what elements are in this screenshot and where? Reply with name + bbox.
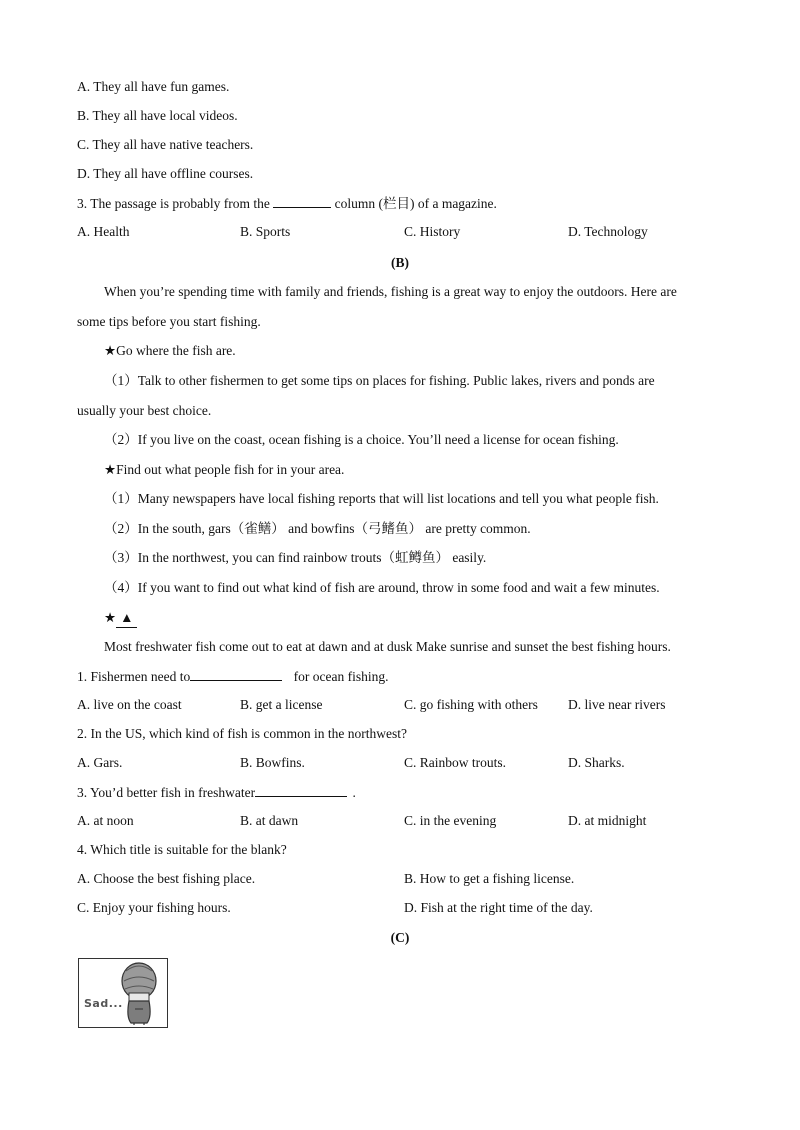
question-b3 <box>77 783 356 802</box>
blank-triangle: ▲ <box>116 609 137 628</box>
option-b2d: D. Sharks. <box>568 755 625 770</box>
option-b1a: A. live on the coast <box>77 697 182 712</box>
option-2a: A. They all have fun games. <box>77 79 230 94</box>
tip1-item1-line2: usually your best choice. <box>77 403 212 418</box>
section-c-heading: (C) <box>390 930 410 945</box>
answer-blank <box>255 783 347 797</box>
option-a3b: B. Sports <box>240 224 291 239</box>
tip1-item1-line1: （1）Talk to other fishermen to get some tips on places for fishing. Public lakes, rivers and ponds are <box>104 373 655 388</box>
question-a3-suffix: column (栏目) of a magazine. <box>334 196 497 211</box>
option-b3b: B. at dawn <box>240 813 299 828</box>
option-b2c: C. Rainbow trouts. <box>404 755 507 770</box>
section-b-heading: (B) <box>391 255 409 270</box>
tip3-title <box>104 609 137 628</box>
answer-blank <box>273 194 331 208</box>
option-b4a: A. Choose the best fishing place. <box>77 871 256 886</box>
option-b2a: A. Gars. <box>77 755 123 770</box>
question-b1-prefix: 1. Fishermen need to <box>77 669 191 684</box>
option-b4b: B. How to get a fishing license. <box>404 871 575 886</box>
option-b3a: A. at noon <box>77 813 134 828</box>
tip2-item2: （2）In the south, gars（雀鳝） and bowfins（弓鳍鱼） are pretty common. <box>104 521 531 536</box>
option-2c: C. They all have native teachers. <box>77 137 254 152</box>
option-a3c: C. History <box>404 224 461 239</box>
question-b3-suffix: . <box>352 785 356 800</box>
answer-blank <box>190 667 282 681</box>
option-b3c: C. in the evening <box>404 813 497 828</box>
question-b1-suffix: for ocean fishing. <box>293 669 389 684</box>
intro-line-1: When you’re spending time with family and friends, fishing is a great way to enjoy the outdoors. Here are <box>104 284 677 299</box>
option-b1b: B. get a license <box>240 697 323 712</box>
option-a3a: A. Health <box>77 224 130 239</box>
question-b3-prefix: 3. You’d better fish in freshwater <box>77 785 256 800</box>
option-a3d: D. Technology <box>568 224 648 239</box>
question-a3-prefix: 3. The passage is probably from the <box>77 196 270 211</box>
sad-character-icon <box>79 959 166 1026</box>
tip1-title: ★Go where the fish are. <box>104 343 236 358</box>
option-b2b: B. Bowfins. <box>240 755 305 770</box>
tip1-item2: （2）If you live on the coast, ocean fishing is a choice. You’ll need a license for ocean fishing. <box>104 432 619 447</box>
question-b2: 2. In the US, which kind of fish is common in the northwest? <box>77 726 407 741</box>
image-caption: Sad... <box>84 997 123 1010</box>
star-icon: ★ <box>104 610 117 625</box>
option-b3d: D. at midnight <box>568 813 647 828</box>
tip2-item4: （4）If you want to find out what kind of fish are around, throw in some food and wait a few minutes. <box>104 580 660 595</box>
option-b1d: D. live near rivers <box>568 697 666 712</box>
option-b4c: C. Enjoy your fishing hours. <box>77 900 231 915</box>
intro-line-2: some tips before you start fishing. <box>77 314 261 329</box>
question-a3 <box>77 194 497 213</box>
question-b4: 4. Which title is suitable for the blank? <box>77 842 287 857</box>
tip2-item3: （3）In the northwest, you can find rainbow trouts（虹鳟鱼） easily. <box>104 550 487 565</box>
option-2d: D. They all have offline courses. <box>77 166 254 181</box>
tip2-item1: （1）Many newspapers have local fishing reports that will list locations and tell you what people fish. <box>104 491 659 506</box>
tip2-title: ★Find out what people fish for in your area. <box>104 462 345 477</box>
option-b4d: D. Fish at the right time of the day. <box>404 900 593 915</box>
option-2b: B. They all have local videos. <box>77 108 238 123</box>
tip3-text: Most freshwater fish come out to eat at dawn and at dusk Make sunrise and sunset the best fishing hours. <box>104 639 671 654</box>
option-b1c: C. go fishing with others <box>404 697 538 712</box>
question-b1 <box>77 667 388 686</box>
sad-cartoon-image <box>78 958 168 1028</box>
